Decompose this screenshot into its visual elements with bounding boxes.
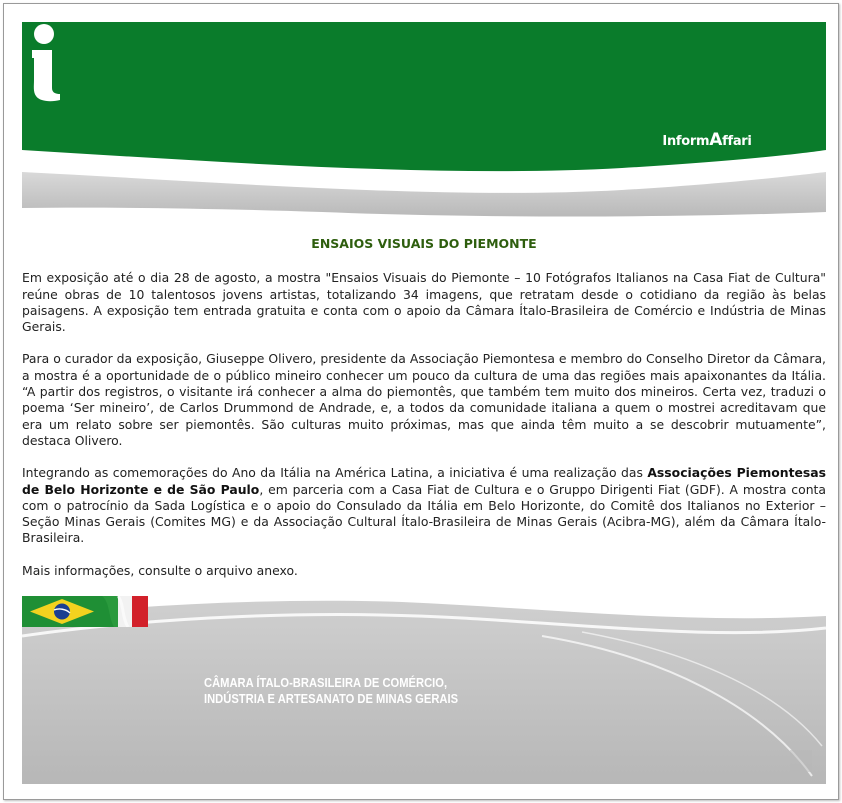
corner-decoration (790, 750, 812, 772)
article-paragraph-2: Para o curador da exposição, Giuseppe Olivero, presidente da Associação Piemontesa e membro do Conselho Diretor da Câmara, a mostra é a oportunidade de o público mineiro conhecer um pouco da cultura de uma das regiões mais apaixonantes da Itália. “A partir dos registros, o visitante irá conhecer a alma do piemontês, que também tem muito dos mineiros. Certa vez, traduzi o poema ‘Ser mineiro’, de Carlos Drummond de Andrade, e, a todos da comunidade italiana a quem o mostrei acreditavam que era um relato sobre ser piemontês. São culturas muito próximas, mas que ainda têm muito a se descobrir mutuamente”, destaca Olivero. (22, 351, 826, 448)
paragraph-3-rest: , em parceria com a Casa Fiat de Cultura e o Gruppo Dirigenti Fiat (GDF). A mostra conta com o patrocínio da Sada Logística e o apoio do Consulado da Itália em Belo Horizonte, do Comitê dos Italianos no Exterior – Seção Minas Gerais (Comites MG) e da Associação Cultural Ítalo-Brasileira de Minas Gerais (Acibra-MG), além da Câmara Ítalo-Brasileira. (22, 481, 827, 546)
informaffari-logo (652, 130, 762, 150)
organization-name-line-2: INDÚSTRIA E ARTESANATO DE MINAS GERAIS (204, 691, 459, 706)
article-paragraph-4: Mais informações, consulte o arquivo anexo. (22, 562, 298, 578)
logo-text-part3: ffari (722, 134, 752, 149)
paragraph-3-intro: Integrando as comemorações do Ano da Itália na América Latina, a iniciativa é uma realização das (22, 465, 648, 481)
organization-name-line-1: CÂMARA ÍTALO-BRASILEIRA DE COMÉRCIO, (204, 675, 448, 690)
brazil-italy-flag-icon (22, 596, 148, 627)
article-paragraph-3 (22, 465, 826, 546)
info-i-icon (22, 22, 66, 102)
header-wave-graphic (22, 22, 826, 222)
logo-text-part2: A (709, 130, 723, 150)
article-title: ENSAIOS VISUAIS DO PIEMONTE (311, 236, 537, 251)
article-body (22, 232, 826, 579)
header-banner (22, 22, 826, 222)
newsletter-frame (3, 3, 839, 800)
paragraph-3-bold-organizers: Associações Piemontesas de Belo Horizonte e de São Paulo (22, 465, 827, 497)
footer-banner (22, 596, 826, 784)
logo-text-part1: Inform (662, 134, 710, 149)
organization-name (204, 675, 458, 707)
article-paragraph-1: Em exposição até o dia 28 de agosto, a mostra "Ensaios Visuais do Piemonte – 10 Fotógrafos Italianos na Casa Fiat de Cultura" reúne obras de 10 talentosos jovens artistas, totalizando 34 imagens, que retratam desde o cotidiano da região às belas paisagens. A exposição tem entrada gratuita e conta com o apoio da Câmara Ítalo-Brasileira de Comércio e Indústria de Minas Gerais. (22, 270, 826, 335)
